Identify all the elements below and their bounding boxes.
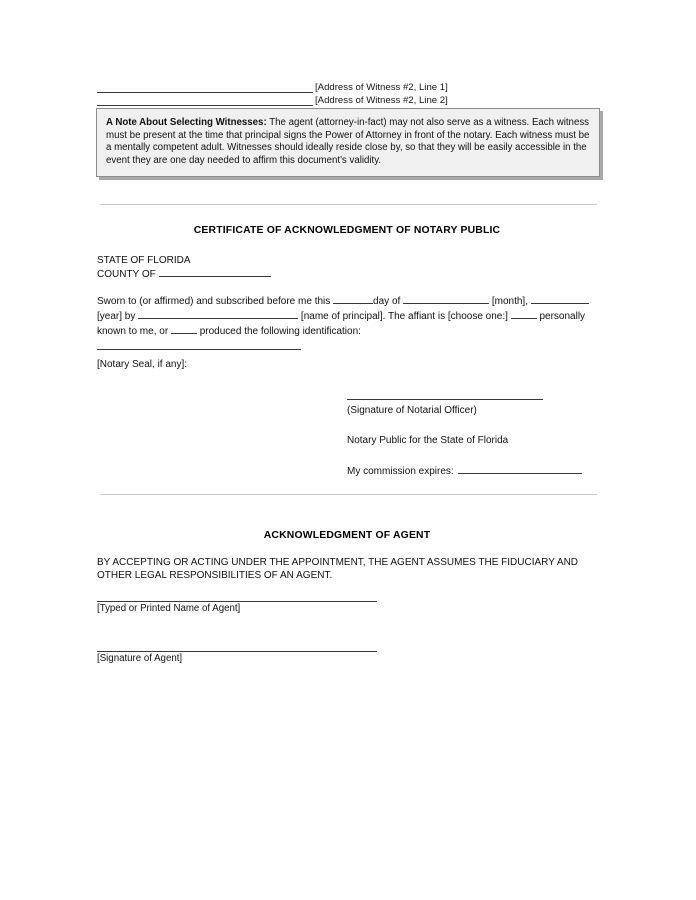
sworn-text-part-8: produced the following identification: [199, 325, 361, 337]
sworn-text-part-1: Sworn to (or affirmed) and subscribed before me this [97, 296, 331, 308]
sworn-text-part-3: [month], [491, 296, 528, 308]
separator-above-notary [100, 204, 597, 205]
commission-expires-input-rule[interactable] [458, 464, 582, 474]
notary-body [97, 254, 597, 350]
agent-printed-name-rule[interactable] [97, 601, 377, 602]
county-input-rule[interactable] [159, 267, 271, 277]
sworn-text-part-5: [name of principal]. The affiant is [300, 311, 446, 322]
witness-address-line-1-row [97, 80, 597, 93]
sworn-statement-paragraph [97, 294, 597, 350]
commission-expires-label: My commission expires: [347, 466, 454, 477]
separator-above-agent [100, 494, 597, 495]
notary-signature-column [347, 399, 597, 477]
commission-expires-row [347, 464, 597, 477]
county-label: COUNTY OF [97, 269, 156, 281]
note-title: A Note About Selecting Witnesses: [106, 117, 267, 128]
notary-signature-rule[interactable] [347, 399, 543, 400]
state-line: STATE OF FLORIDA [97, 255, 191, 266]
month-input-rule[interactable] [403, 294, 489, 304]
notary-seal-label: [Notary Seal, if any]: [97, 359, 188, 370]
agent-acknowledgment-body: BY ACCEPTING OR ACTING UNDER THE APPOINTMENT, THE AGENT ASSUMES THE FIDUCIARY AND OTHER LEGAL RESPONSIBILITIES OF AN AGENT. [97, 557, 579, 581]
principal-name-input-rule[interactable] [138, 309, 298, 319]
note-paragraph [106, 117, 590, 167]
year-input-rule[interactable] [531, 294, 589, 304]
sworn-text-part-6: [choose one:] [447, 311, 508, 322]
witness-selection-note-box [96, 108, 600, 177]
agent-printed-name-block [97, 601, 377, 615]
witness-address-line-2-rule[interactable] [97, 94, 313, 106]
sworn-text-part-7: personally known to me, or [97, 311, 586, 337]
witness-address-block [97, 80, 597, 106]
notary-signature-caption: (Signature of Notarial Officer) [347, 405, 477, 416]
witness-address-line-1-rule[interactable] [97, 81, 313, 93]
signature-spacer-2 [347, 447, 597, 464]
sworn-text-part-2: day of [373, 296, 401, 308]
notary-section-heading: CERTIFICATE OF ACKNOWLEDGMENT OF NOTARY PUBLIC [193, 225, 501, 236]
day-input-rule[interactable] [333, 294, 373, 304]
agent-signature-block [97, 651, 377, 665]
signature-spacer-1 [347, 417, 597, 434]
agent-signature-rule[interactable] [97, 651, 377, 652]
witness-address-line-1-label: [Address of Witness #2, Line 1] [315, 82, 448, 93]
produced-id-checkbox-rule[interactable] [171, 324, 197, 334]
agent-section-heading: ACKNOWLEDGMENT OF AGENT [263, 530, 431, 541]
agent-signature-caption: [Signature of Agent] [97, 653, 183, 664]
identification-input-rule[interactable] [97, 340, 301, 350]
agent-printed-name-caption: [Typed or Printed Name of Agent] [97, 603, 241, 614]
witness-address-line-2-row [97, 93, 597, 106]
sworn-text-part-4: [year] by [97, 311, 136, 322]
county-line [97, 267, 597, 281]
notary-public-state-line: Notary Public for the State of Florida [347, 435, 509, 446]
note-body: The agent (attorney-in-fact) may not also serve as a witness. Each witness must be present at the time that principal signs the Power of Attorney in front of the notary. Each witness must be a mentally competent adult. Witnesses should ideally reside close by, so that they will be easily accessible in the event they are one day needed to affirm this document's validity. [106, 117, 590, 166]
personally-known-checkbox-rule[interactable] [511, 309, 537, 319]
witness-address-line-2-label: [Address of Witness #2, Line 2] [315, 95, 448, 106]
